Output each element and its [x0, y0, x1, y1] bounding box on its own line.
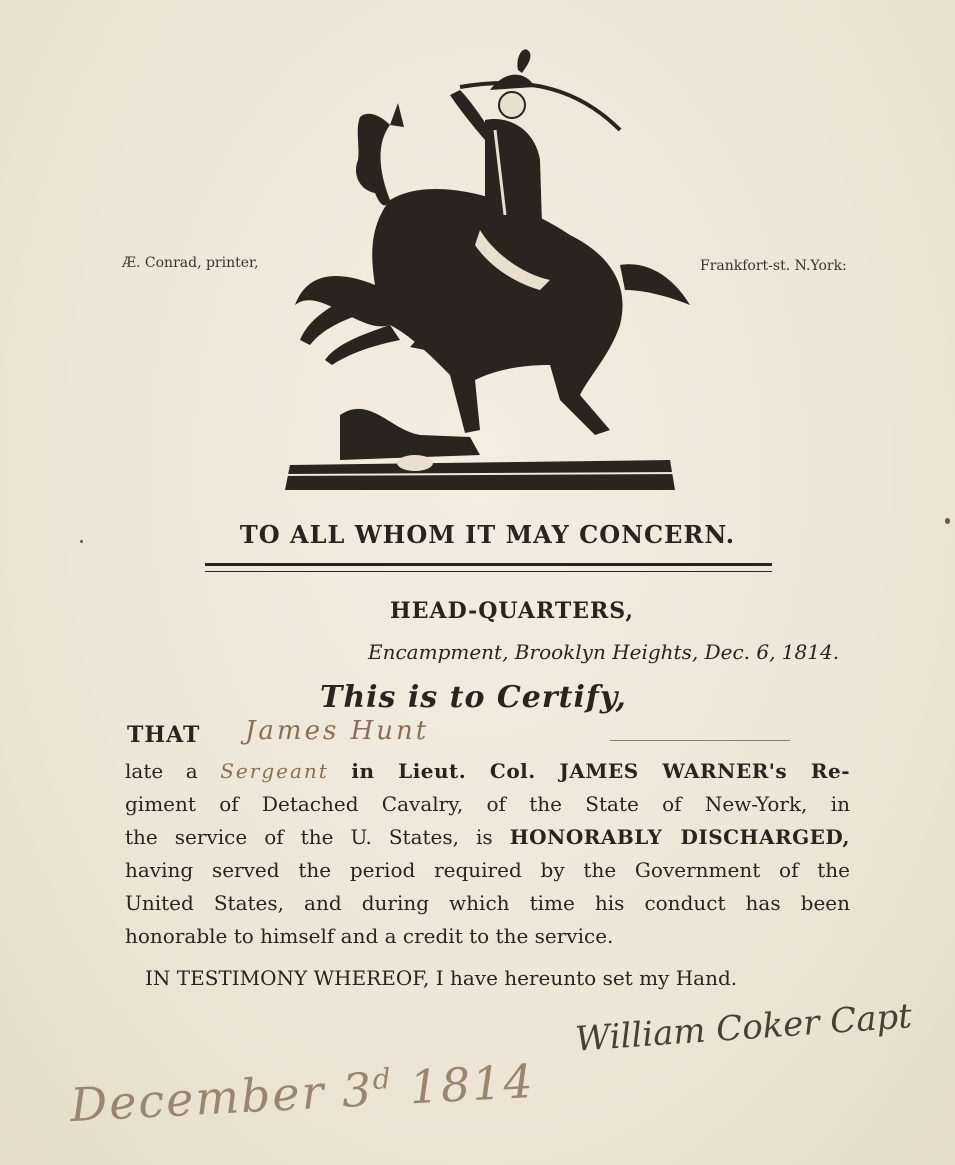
headquarters-label: HEAD-QUARTERS, — [390, 598, 635, 624]
body-line-6: honorable to himself and a credit to the service. — [125, 924, 614, 948]
printer-address: Frankfort-st. N.York: — [700, 258, 847, 274]
certificate-body — [125, 755, 850, 953]
body-line-2: giment of Detached Cavalry, of the State of New-York, in — [125, 792, 850, 816]
body-line-4: having served the period required by the Government of the — [125, 858, 850, 882]
handwritten-rank: Sergeant — [220, 759, 329, 783]
certificate-heading: TO ALL WHOM IT MAY CONCERN. — [239, 520, 736, 549]
ink-spot — [80, 540, 83, 543]
testimony-line: IN TESTIMONY WHEREOF, I have hereunto set my Hand. — [145, 966, 738, 990]
body-line-3: the service of the U. States, is HONORABLY DISCHARGED, — [125, 825, 851, 849]
name-underline — [610, 740, 790, 741]
that-label: THAT — [127, 722, 201, 748]
handwritten-name: James Hunt — [245, 716, 430, 746]
certify-title: This is to Certify, — [320, 680, 627, 715]
body-line-1: late a Sergeant in Lieut. Col. JAMES WARNER's Re- — [125, 759, 850, 783]
captain-signature: William Coker Capt — [574, 996, 914, 1060]
encampment-line: Encampment, Brooklyn Heights, Dec. 6, 1814. — [368, 640, 840, 664]
heading-rule-thin — [205, 571, 772, 572]
printer-credit: Æ. Conrad, printer, — [122, 255, 259, 271]
body-line-5: United States, and during which time his conduct has been — [125, 891, 850, 915]
handwritten-date: December 3$^d$ 1814 — [68, 1053, 537, 1133]
ink-spot — [945, 518, 950, 524]
heading-rule-thick — [205, 563, 772, 566]
cavalry-woodcut-illustration — [280, 35, 700, 495]
